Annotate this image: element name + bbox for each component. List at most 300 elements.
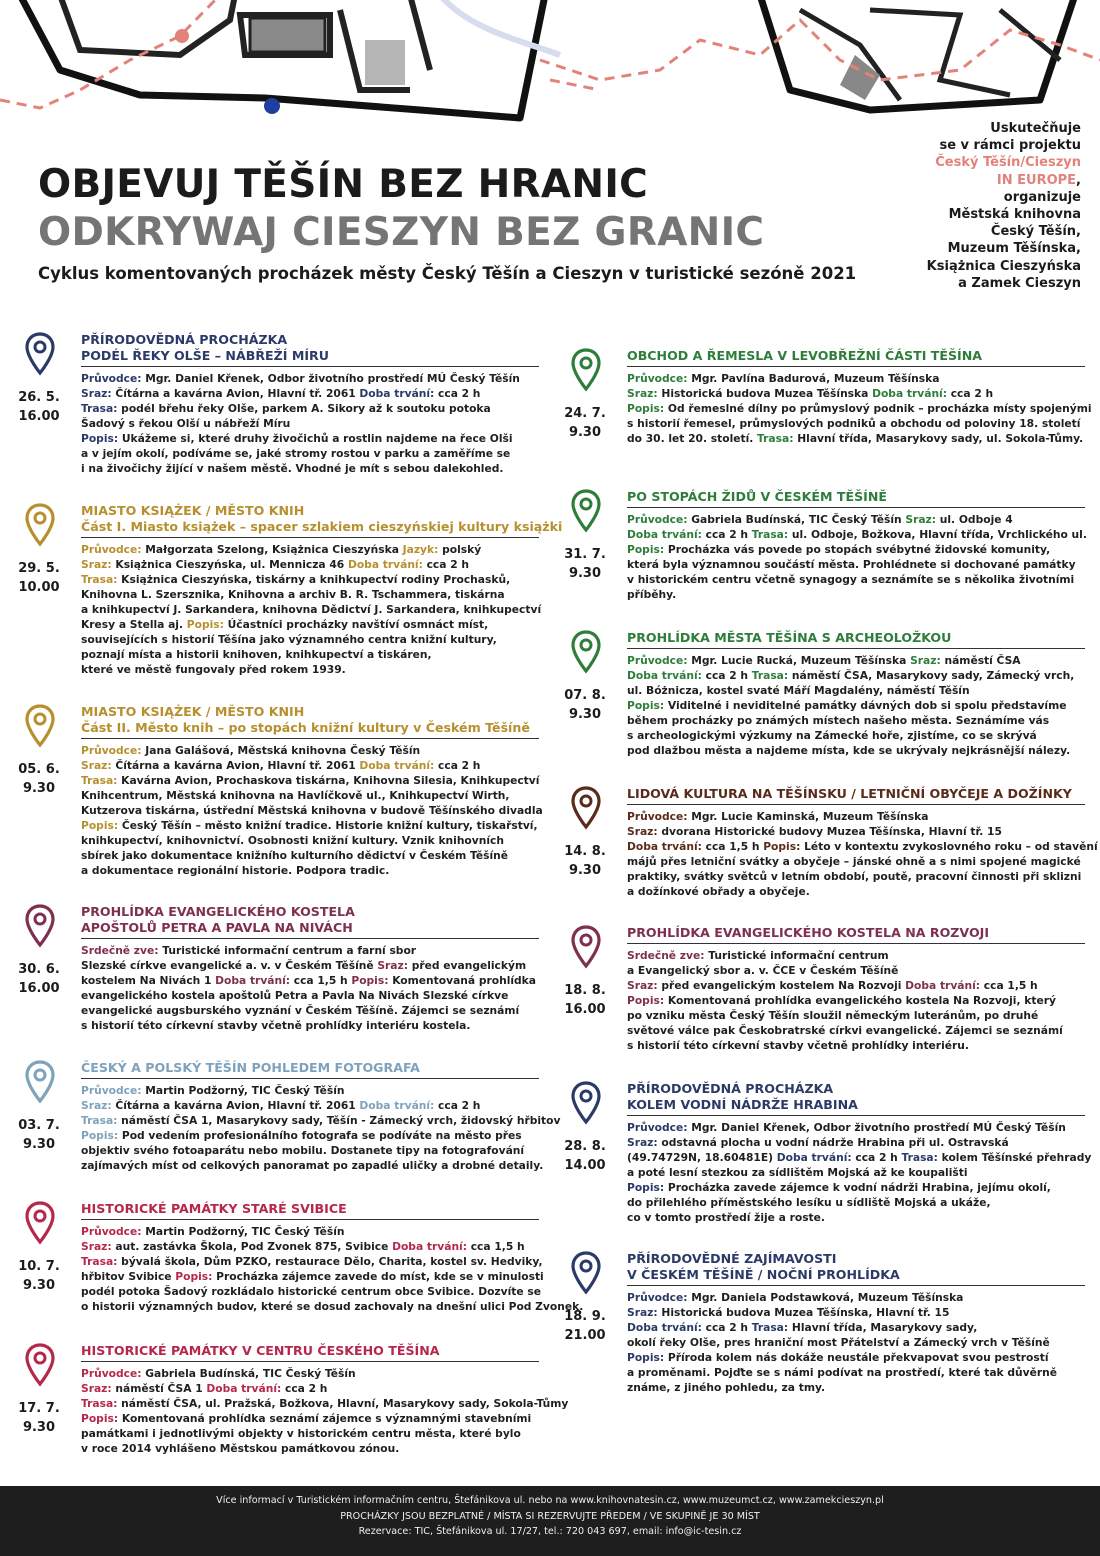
- field-value: s archeologickými výzkumy na Zámecké hoře, zjistíme, co se skrývá: [627, 729, 1037, 742]
- field-label: Doba trvání:: [392, 1240, 471, 1253]
- event-item: [18, 332, 539, 476]
- field-value: okolí řeky Olše, pres hraniční most Přátelství a Zámecký vrch v Těšíně: [627, 1336, 1050, 1349]
- map-pin-icon: [25, 904, 55, 948]
- field-value: náměstí ČSA, Masarykovy sady, Zámecký vrch,: [791, 669, 1075, 682]
- footer-info: Více informací v Turistickém informačním centru, Štefánikova ul. nebo na www.knihovnatesin.cz, www.muzeumct.cz, www.zamekcieszyn.pl: [216, 1495, 884, 1506]
- event-day: 18. 9.: [564, 1309, 606, 1324]
- event-text-line: [81, 973, 539, 988]
- event-text-line: [627, 431, 1085, 446]
- event-title-line: Část II. Město knih – po stopách knižní kultury v Českém Těšíně: [81, 720, 530, 735]
- organizer-line: Książnica Cieszyńska: [926, 258, 1081, 274]
- field-value: polský: [442, 543, 482, 556]
- event-text-line: [627, 978, 1085, 993]
- event-text-line: [81, 1239, 539, 1254]
- footer-free-notice: PROCHÁZKY JSOU BEZPLATNÉ / MÍSTA SI REZERVUJTE PŘEDEM / VE SKUPINĚ JE 30 MÍST: [340, 1510, 760, 1522]
- event-day: 24. 7.: [564, 406, 606, 421]
- map-grey-block-2: [365, 40, 405, 85]
- field-label: Trasa:: [81, 774, 122, 787]
- field-value: cca 2 h: [426, 558, 469, 571]
- field-value: Příroda kolem nás dokáže neustále překvapovat svou pestrostí: [667, 1351, 1049, 1364]
- event-text-line: [81, 1128, 539, 1143]
- event-time: 9.30: [568, 863, 602, 878]
- field-value: zajímavých míst od celkových panoramat po zapadlé uličky a drobné detaily.: [81, 1159, 544, 1172]
- field-value: (49.74729N, 18.60481E): [627, 1151, 777, 1164]
- map-pin-icon: [571, 1251, 601, 1295]
- route-point-pink: [175, 29, 189, 43]
- field-value: Hlavní třída, Masarykovy sady,: [791, 1321, 978, 1334]
- field-label: Doba trvání:: [359, 759, 439, 772]
- event-time: 16.00: [18, 409, 60, 424]
- event-text-line: [627, 884, 1085, 899]
- event-day: 05. 6.: [18, 762, 60, 777]
- field-value: Mgr. Daniela Podstawková, Muzeum Těšínska: [691, 1291, 964, 1304]
- field-value: Český Těšín – město knižní tradice. Historie knižní kultury, tiskařství,: [121, 819, 538, 832]
- field-value: Procházka zájemce zavede do míst, kde se v minulosti: [216, 1270, 544, 1283]
- event-time: 9.30: [22, 1278, 56, 1293]
- event-text-line: [81, 1018, 539, 1033]
- event-text-line: [81, 1411, 539, 1426]
- event-day: 07. 8.: [564, 688, 606, 703]
- field-label: Jazyk:: [402, 543, 443, 556]
- field-value: a knihkupectví J. Sarkandera, knihovna Dědictví J. Sarkandera, knihkupectví: [81, 603, 542, 616]
- field-label: Doba trvání:: [905, 979, 984, 992]
- event-text-line: [81, 1396, 569, 1411]
- field-value: Procházka zavede zájemce k vodní nádrži Hrabina, jejímu okolí,: [667, 1181, 1051, 1194]
- event-title: [627, 786, 1085, 805]
- event-item: [18, 904, 539, 1033]
- field-value: hřbitov Svibice: [81, 1270, 176, 1283]
- event-title-line: KOLEM VODNÍ NÁDRŽE HRABINA: [627, 1097, 858, 1112]
- event-text-line: [81, 1003, 539, 1018]
- event-text-line: [81, 833, 539, 848]
- field-value: Małgorzata Szelong, Książnica Cieszyńska: [145, 543, 403, 556]
- event-text-line: [81, 1269, 544, 1284]
- event-text-line: [81, 617, 539, 632]
- field-value: knihkupectví, knihovnictví. Osobnosti knižní kultury. Vznik knihovních: [81, 834, 504, 847]
- map-pin-icon: [25, 1343, 55, 1387]
- event-title: [81, 904, 539, 939]
- event-description: [81, 1083, 561, 1173]
- field-value: Šadový s řekou Olší u nábřeží Míru: [81, 417, 291, 430]
- event-text-line: [81, 818, 539, 833]
- event-text-line: [81, 943, 539, 958]
- field-value: i na živočichy žijící v našem městě. Vhodné je mít s sebou dalekohled.: [81, 462, 504, 475]
- event-text-line: [627, 728, 1085, 743]
- event-day: 31. 7.: [564, 547, 606, 562]
- field-value: Čítárna a kavárna Avion, Hlavní tř. 2061: [115, 1099, 360, 1112]
- project-name: Český Těšín/Cieszyn: [935, 155, 1081, 171]
- event-text-line: [627, 1120, 1085, 1135]
- event-text-line: [81, 1158, 544, 1173]
- field-value: Hlavní třída, Masarykovy sady, ul. Sokola-Tůmy.: [797, 432, 1084, 445]
- field-label: Trasa:: [81, 1114, 122, 1127]
- event-item: [564, 1081, 1092, 1225]
- field-label: Doba trvání:: [872, 387, 951, 400]
- event-time: 16.00: [564, 1002, 606, 1017]
- field-label: Sraz:: [81, 1240, 116, 1253]
- field-label: Sraz:: [81, 759, 116, 772]
- event-date: [557, 1137, 613, 1175]
- field-value: souvisejících s historií Těšína jako významného centra knižní kultury,: [81, 633, 497, 646]
- event-text-line: [81, 662, 539, 677]
- field-value: Pod vedením profesionálního fotografa se podíváte na město přes: [121, 1129, 522, 1142]
- event-text-line: [81, 587, 539, 602]
- field-label: Trasa:: [81, 402, 122, 415]
- field-label: Doba trvání:: [627, 840, 706, 853]
- field-label: Průvodce:: [627, 372, 692, 385]
- event-text-line: [627, 683, 1085, 698]
- event-text-line: [81, 461, 539, 476]
- field-label: Průvodce:: [81, 1084, 146, 1097]
- field-label: Popis:: [81, 819, 122, 832]
- organizer-line: Uskutečňuje: [990, 121, 1081, 136]
- event-text-line: [627, 386, 1085, 401]
- field-value: Mgr. Lucie Kaminská, Muzeum Těšínska: [691, 810, 929, 823]
- event-description: [627, 1120, 1092, 1225]
- field-value: během procházky po známých místech našeho města. Seznámíme vás: [627, 714, 1050, 727]
- event-item: [18, 1060, 561, 1173]
- field-label: Doba trvání:: [206, 1382, 285, 1395]
- field-value: bývalá škola, Dům PZKO, restaurace Dělo, Charita, kostel sv. Hedviky,: [121, 1255, 543, 1268]
- field-value: podél břehu řeky Olše, parkem A. Sikory až k soutoku potoka: [121, 402, 491, 415]
- map-pin-icon: [571, 348, 601, 392]
- event-description: [627, 948, 1085, 1053]
- event-text-line: [627, 572, 1085, 587]
- event-text-line: [627, 698, 1085, 713]
- field-value: aut. zastávka Škola, Pod Zvonek 875, Svibice: [115, 1240, 393, 1253]
- organizer-line: a Zamek Cieszyn: [958, 275, 1081, 291]
- organizer-comma: ,: [1076, 172, 1081, 188]
- event-time: 9.30: [568, 566, 602, 581]
- field-value: májů přes letniční svátky a obyčeje – jánské ohně a s nimi spojené magické: [627, 855, 1081, 868]
- field-value: cca 2 h: [438, 387, 481, 400]
- field-value: Čítárna a kavárna Avion, Hlavní tř. 2061: [115, 387, 360, 400]
- event-text-line: [81, 1284, 539, 1299]
- field-value: a v jejím okolí, podíváme se, jaké stromy rostou v parku a zaměříme se: [81, 447, 511, 460]
- event-title: [627, 1081, 1085, 1116]
- event-title-line: PŘÍRODOVĚDNÁ PROCHÁZKA: [627, 1081, 834, 1096]
- event-text-line: [627, 371, 1085, 386]
- field-value: cca 2 h: [284, 1382, 328, 1395]
- field-value: objektiv svého fotoaparátu nebo mobilu. Dostanete tipy na fotografování: [81, 1144, 525, 1157]
- event-text-line: [81, 1098, 539, 1113]
- field-label: Průvodce:: [81, 372, 146, 385]
- field-value: Książnica Cieszyńska, tiskárny a knihkupectví rodiny Prochasků,: [121, 573, 511, 586]
- event-text-line: [81, 557, 539, 572]
- event-title: [81, 503, 563, 538]
- event-text-line: [627, 401, 1092, 416]
- event-title-line: HISTORICKÉ PAMÁTKY STARÉ SVIBICE: [81, 1201, 347, 1216]
- field-value: cca 2 h: [438, 1099, 481, 1112]
- event-title: [627, 630, 1085, 649]
- event-date: [11, 1257, 67, 1295]
- event-date: [557, 981, 613, 1019]
- field-label: Průvodce:: [81, 1225, 146, 1238]
- field-value: evangelického kostela apoštolů Petra a Pavla Na Nivách Slezské církve: [81, 989, 509, 1002]
- field-value: náměstí ČSA 1, Masarykovy sady, Těšín - Zámecký vrch, židovský hřbitov: [121, 1114, 561, 1127]
- event-text-line: [627, 948, 1085, 963]
- field-value: cca 1,5 h: [293, 974, 352, 987]
- event-title: [81, 1343, 539, 1362]
- event-text-line: [81, 1113, 561, 1128]
- event-title-line: PROHLÍDKA EVANGELICKÉHO KOSTELA NA ROZVOJI: [627, 925, 990, 940]
- field-label: Sraz:: [905, 513, 940, 526]
- field-value: cca 2 h: [705, 669, 752, 682]
- event-text-line: [627, 1335, 1085, 1350]
- map-pin-icon: [25, 503, 55, 547]
- event-title-line: PROHLÍDKA MĚSTA TĚŠÍNA S ARCHEOLOŽKOU: [627, 630, 952, 645]
- event-text-line: [627, 869, 1085, 884]
- field-label: Popis:: [186, 618, 228, 631]
- field-label: Sraz:: [377, 959, 412, 972]
- field-label: Trasa:: [901, 1151, 942, 1164]
- event-description: [627, 809, 1098, 899]
- event-title: [627, 925, 1085, 944]
- event-text-line: [81, 863, 539, 878]
- field-value: cca 1,5 h: [470, 1240, 525, 1253]
- event-text-line: [81, 401, 539, 416]
- event-text-line: [81, 773, 539, 788]
- field-label: Průvodce:: [81, 543, 146, 556]
- field-value: které ve městě fungovaly před rokem 1939.: [81, 663, 346, 676]
- event-date: [11, 388, 67, 426]
- event-text-line: [81, 1254, 543, 1269]
- field-value: a Evangelický sbor a. v. ČCE v Českém Těšíně: [627, 964, 899, 977]
- field-label: Trasa:: [751, 528, 792, 541]
- field-value: Kavárna Avion, Prochaskova tiskárna, Knihovna Silesia, Knihkupectví: [121, 774, 540, 787]
- field-value: kostelem Na Nivách 1: [81, 974, 216, 987]
- event-text-line: [627, 542, 1085, 557]
- event-title: [81, 704, 539, 739]
- field-label: Doba trvání:: [215, 974, 294, 987]
- header-map-graphic: [0, 0, 1100, 130]
- event-text-line: [627, 1150, 1092, 1165]
- field-value: Gabriela Budínská, TIC Český Těšín: [691, 513, 906, 526]
- field-value: Historická budova Muzea Těšínska, Hlavní tř. 15: [661, 1306, 950, 1319]
- field-label: Sraz:: [81, 387, 116, 400]
- event-description: [81, 1224, 584, 1314]
- field-label: Sraz:: [627, 1136, 662, 1149]
- field-value: cca 2 h: [705, 528, 752, 541]
- map-block-right-inner: [800, 10, 1060, 100]
- event-date: [557, 1307, 613, 1345]
- field-value: v historickém centru včetně synagogy a seznámíte se s několika životními: [627, 573, 1075, 586]
- event-date: [557, 686, 613, 724]
- field-label: Popis:: [627, 1351, 668, 1364]
- event-text-line: [627, 557, 1085, 572]
- field-value: ul. Bóżnicza, kostel svaté Máří Magdalény, náměstí Těšín: [627, 684, 970, 697]
- field-value: o historii významných budov, které se dosud zachovaly na dnešní ulici Pod Zvonek.: [81, 1300, 584, 1313]
- event-day: 17. 7.: [18, 1401, 60, 1416]
- map-pin-icon: [25, 1201, 55, 1245]
- field-value: Mgr. Daniel Křenek, Odbor životního prostředí MÚ Český Těšín: [145, 372, 520, 385]
- field-label: Popis:: [175, 1270, 217, 1283]
- field-value: odstavná plocha u vodní nádrže Hrabina při ul. Ostravská: [661, 1136, 1009, 1149]
- field-label: Průvodce:: [627, 810, 692, 823]
- field-value: a poté lesní stezkou za sídlištěm Mojská až ke koupališti: [627, 1166, 968, 1179]
- event-time: 9.30: [22, 1137, 56, 1152]
- field-value: náměstí ČSA: [944, 654, 1021, 667]
- field-label: Doba trvání:: [347, 558, 427, 571]
- event-item: [18, 1343, 569, 1456]
- field-value: po vzniku města Český Těšín sloužil německým luteránům, po druhé: [627, 1009, 1039, 1022]
- field-label: Průvodce:: [627, 513, 692, 526]
- map-pin-icon: [25, 332, 55, 376]
- field-label: Popis:: [627, 699, 668, 712]
- event-text-line: [627, 1195, 1085, 1210]
- event-title-line: MIASTO KSIĄŻEK / MĚSTO KNIH: [81, 704, 305, 719]
- event-text-line: [627, 713, 1085, 728]
- event-item: [564, 348, 1092, 446]
- field-value: Procházka vás povede po stopách svébytné židovské komunity,: [667, 543, 1051, 556]
- field-value: s historií řemesel, průmyslových podniků a obchodu od poloviny 18. století: [627, 417, 1081, 430]
- field-label: Popis:: [351, 974, 393, 987]
- field-value: Turistické informační centrum: [708, 949, 889, 962]
- field-value: Léto v kontextu zvykoslovného roku – od stavění: [804, 840, 1098, 853]
- event-description: [81, 1366, 569, 1456]
- event-text-line: [81, 1441, 539, 1456]
- event-title-line: PODÉL ŘEKY OLŠE – NÁBŘEŽÍ MÍRU: [81, 348, 329, 363]
- field-value: památkami i jednotlivými objekty v historickém centru města, které bylo: [81, 1427, 521, 1440]
- field-value: Ukážeme si, které druhy živočichů a rostlin najdeme na řece Olši: [121, 432, 513, 445]
- field-label: Průvodce:: [81, 1367, 146, 1380]
- event-day: 29. 5.: [18, 561, 60, 576]
- event-text-line: [627, 587, 1085, 602]
- field-label: Trasa:: [81, 573, 122, 586]
- field-value: s historií této církevní stavby včetně prohlídky interiéru kostela.: [81, 1019, 471, 1032]
- event-text-line: [627, 512, 1085, 527]
- map-pin-icon: [571, 1081, 601, 1125]
- event-title-line: ČESKÝ A POLSKÝ TĚŠÍN POHLEDEM FOTOGRAFA: [81, 1060, 420, 1075]
- event-text-line: [81, 1083, 539, 1098]
- field-value: praktiky, svátky světců v letním období, poutě, pracovní činnosti při sklizni: [627, 870, 1082, 883]
- event-text-line: [627, 824, 1085, 839]
- field-value: Viditelné i neviditelné památky dávných dob si spolu představíme: [667, 699, 1067, 712]
- event-text-line: [81, 371, 539, 386]
- subtitle: Cyklus komentovaných procházek městy Český Těšín a Cieszyn v turistické sezóně 2021: [38, 264, 857, 283]
- field-value: Jana Galášová, Městská knihovna Český Těšín: [145, 744, 421, 757]
- field-label: Sraz:: [81, 1099, 116, 1112]
- event-text-line: [627, 527, 1085, 542]
- field-value: cca 2 h: [950, 387, 994, 400]
- event-title: [627, 1251, 1085, 1286]
- event-text-line: [627, 1180, 1085, 1195]
- field-value: evangelické augsburského vyznání v Českém Těšíně. Zájemci se seznámí: [81, 1004, 520, 1017]
- map-pin-icon: [25, 704, 55, 748]
- field-value: cca 1,5 h: [705, 840, 764, 853]
- event-text-line: [627, 993, 1085, 1008]
- field-value: Knihcentrum, Městská knihovna na Havlíčkově ul., Knihkupectví Wirth,: [81, 789, 510, 802]
- field-value: Kresy a Stella aj.: [81, 618, 187, 631]
- field-value: Slezské církve evangelické a. v. v Českém Těšíně: [81, 959, 378, 972]
- event-day: 28. 8.: [564, 1139, 606, 1154]
- field-value: před evangelickým kostelem Na Rozvoji: [661, 979, 906, 992]
- footer: [0, 1486, 1100, 1556]
- event-date: [11, 1116, 67, 1154]
- title-polish: ODKRYWAJ CIESZYN BEZ GRANIC: [38, 210, 765, 255]
- event-title-line: Část I. Miasto książek – spacer szlakiem cieszyńskiej kultury książki: [81, 519, 563, 534]
- event-date: [557, 404, 613, 442]
- event-date: [557, 842, 613, 880]
- field-label: Popis:: [81, 1412, 122, 1425]
- field-value: Gabriela Budínská, TIC Český Těšín: [145, 1367, 356, 1380]
- event-title: [81, 332, 539, 367]
- event-description: [81, 371, 539, 476]
- event-text-line: [81, 542, 539, 557]
- event-text-line: [81, 848, 539, 863]
- field-label: Popis:: [763, 840, 805, 853]
- organizer-line: Muzeum Těšínska,: [947, 241, 1081, 257]
- event-text-line: [627, 1365, 1085, 1380]
- event-item: [564, 925, 1085, 1053]
- event-date: [557, 545, 613, 583]
- field-label: Doba trvání:: [776, 1151, 856, 1164]
- field-label: Průvodce:: [627, 654, 692, 667]
- field-label: Popis:: [627, 402, 668, 415]
- field-label: Sraz:: [627, 825, 662, 838]
- event-text-line: [627, 743, 1085, 758]
- field-value: cca 1,5 h: [983, 979, 1038, 992]
- event-text-line: [627, 1038, 1085, 1053]
- field-label: Sraz:: [81, 1382, 116, 1395]
- event-text-line: [81, 416, 539, 431]
- event-time: 10.00: [18, 580, 60, 595]
- event-text-line: [81, 647, 539, 662]
- field-label: Sraz:: [81, 558, 116, 571]
- event-item: [564, 489, 1087, 602]
- field-label: Průvodce:: [627, 1121, 692, 1134]
- field-value: Martin Podžorný, TIC Český Těšín: [145, 1084, 345, 1097]
- event-description: [81, 743, 543, 878]
- event-text-line: [627, 1165, 1085, 1180]
- field-label: Sraz:: [627, 387, 662, 400]
- field-value: poznají místa a historii knihoven, knihkupectví a tiskáren,: [81, 648, 432, 661]
- field-label: Trasa:: [757, 432, 798, 445]
- event-text-line: [627, 1023, 1085, 1038]
- field-value: Turistické informační centrum a farní sbor: [162, 944, 417, 957]
- field-value: do přilehlého příměstského lesíku u sídliště Mojská a ukáže,: [627, 1196, 991, 1209]
- field-value: Kutzerova tiskárna, ústřední Městská knihovna v budově Těšínského divadla: [81, 804, 543, 817]
- event-text-line: [81, 1224, 539, 1239]
- field-value: světové válce pak Českobratrské církvi evangelické. Zájemci se seznámí: [627, 1024, 1063, 1037]
- event-date: [11, 760, 67, 798]
- event-text-line: [627, 1008, 1085, 1023]
- route-point-blue: [264, 98, 280, 114]
- field-value: sbírek jako dokumentace knižního kulturního dědictví v Českém Těšíně: [81, 849, 509, 862]
- event-title-line: APOŠTOLŮ PETRA A PAVLA NA NIVÁCH: [81, 920, 353, 935]
- event-time: 21.00: [564, 1328, 606, 1343]
- event-text-line: [81, 958, 539, 973]
- event-text-line: [627, 1305, 1085, 1320]
- event-text-line: [627, 1350, 1085, 1365]
- event-title: [81, 1201, 539, 1220]
- field-label: Doba trvání:: [359, 387, 439, 400]
- field-value: a proměnami. Pojďte se s námi podívat na prostředí, které tak důvěrně: [627, 1366, 1057, 1379]
- field-value: Mgr. Daniel Křenek, Odbor životního prostředí MÚ Český Těšín: [691, 1121, 1066, 1134]
- field-label: Srdečně zve:: [81, 944, 163, 957]
- field-value: do 30. let 20. století.: [627, 432, 758, 445]
- field-value: v roce 2014 vyhlášeno Městskou památkovou zónou.: [81, 1442, 400, 1455]
- event-title-line: PROHLÍDKA EVANGELICKÉHO KOSTELA: [81, 904, 355, 919]
- event-text-line: [81, 1381, 539, 1396]
- event-description: [81, 542, 542, 677]
- event-title-line: HISTORICKÉ PAMÁTKY V CENTRU ČESKÉHO TĚŠÍNA: [81, 1343, 440, 1358]
- field-value: co v tomto prostředí žije a roste.: [627, 1211, 825, 1224]
- event-item: [564, 1251, 1085, 1395]
- event-text-line: [627, 839, 1098, 854]
- event-text-line: [81, 572, 539, 587]
- field-value: Historická budova Muzea Těšínska: [661, 387, 873, 400]
